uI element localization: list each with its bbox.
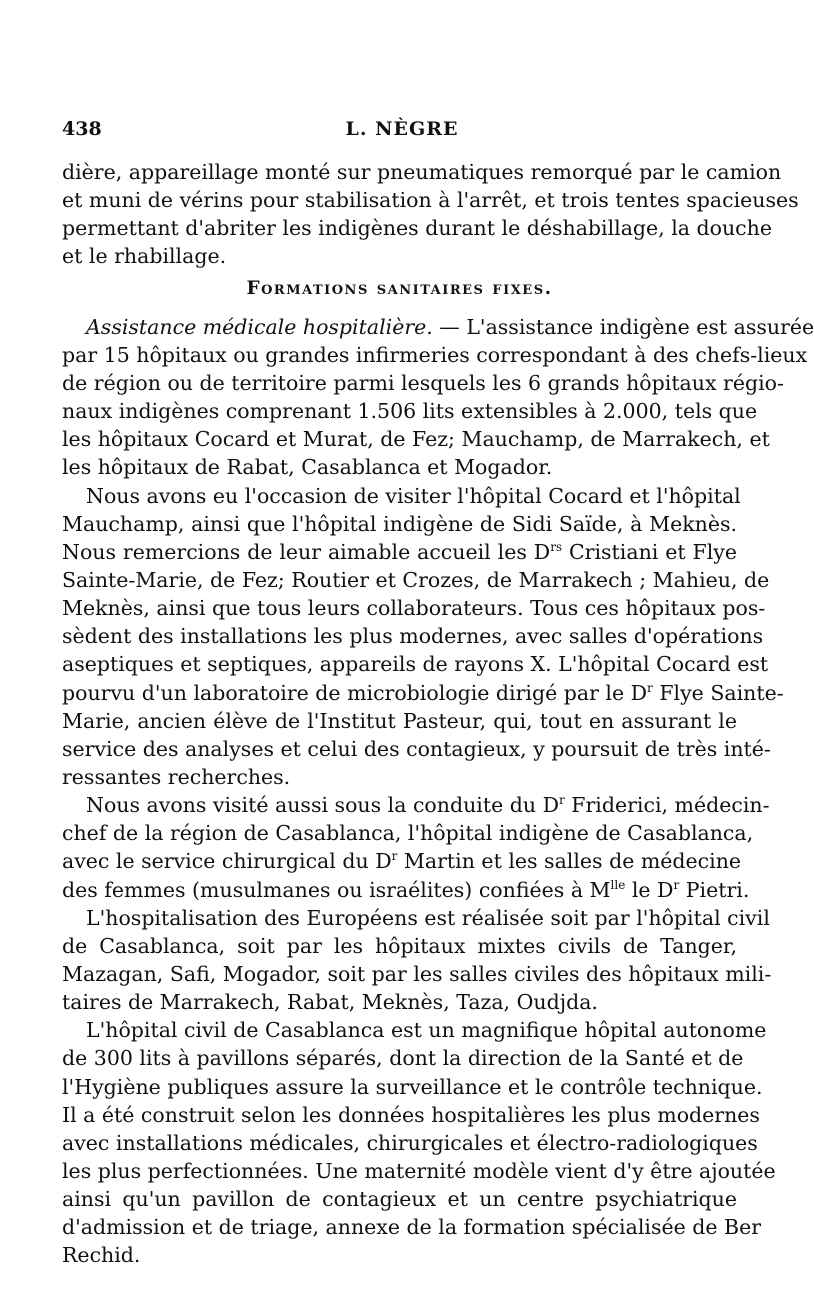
text-line: l'Hygiène publiques assure la surveillance et le contrôle technique.: [62, 1074, 763, 1099]
superscript: rs: [550, 539, 563, 554]
text-line: taires de Marrakech, Rabat, Meknès, Taza, Oudjda.: [62, 990, 598, 1015]
text-line: [62, 679, 784, 707]
text-line: avec installations médicales, chirurgicales et électro-radiologiques: [62, 1130, 758, 1155]
text-run: des femmes (musulmanes ou israélites) confiées à M: [62, 877, 611, 902]
text-line: et muni de vérins pour stabilisation à l'arrêt, et trois tentes spacieuses: [62, 188, 799, 213]
text-line: ressantes recherches.: [62, 764, 291, 789]
text-line: [62, 313, 814, 341]
text-line: Mazagan, Safi, Mogador, soit par les salles civiles des hôpitaux mili-: [62, 961, 772, 986]
text-line: aseptiques et septiques, appareils de rayons X. L'hôpital Cocard est: [62, 652, 769, 677]
text-run: Nous avons visité aussi sous la conduite du D: [86, 793, 560, 818]
section-heading: Formations sanitaires fixes.: [246, 277, 553, 299]
text-line: Meknès, ainsi que tous leurs collaborateurs. Tous ces hôpitaux pos-: [62, 596, 766, 621]
text-line: permettant d'abriter les indigènes durant le déshabillage, la douche: [62, 216, 773, 241]
text-line: chef de la région de Casablanca, l'hôpital indigène de Casablanca,: [62, 821, 754, 846]
text-line: Marie, ancien élève de l'Institut Pasteur, qui, tout en assurant le: [62, 708, 737, 733]
text-line: [62, 538, 737, 566]
text-line: de Casablanca, soit par les hôpitaux mixtes civils de Tanger,: [62, 933, 737, 958]
text-run: Pietri.: [679, 877, 750, 902]
text-run: — L'assistance indigène est assurée: [432, 314, 814, 339]
text-line: dière, appareillage monté sur pneumatiques remorqué par le camion: [62, 160, 782, 184]
text-line: Rechid.: [62, 1243, 141, 1268]
page-body: [62, 158, 814, 1269]
text-run: Cristiani et Flye: [562, 539, 737, 564]
text-line: Mauchamp, ainsi que l'hôpital indigène de Sidi Saïde, à Meknès.: [62, 511, 737, 536]
text-line: Il a été construit selon les données hospitalières les plus modernes: [62, 1102, 760, 1127]
text-line: d'admission et de triage, annexe de la formation spécialisée de Ber: [62, 1215, 762, 1240]
text-run: Flye Sainte-: [652, 680, 784, 705]
page-header: [62, 118, 742, 144]
text-run: pourvu d'un laboratoire de microbiologie dirigé par le D: [62, 680, 648, 705]
text-line: [62, 791, 770, 819]
superscript: r: [647, 680, 653, 695]
text-line: [62, 876, 750, 904]
superscript: lle: [610, 877, 626, 892]
italic-run-in-heading: Assistance médicale hospitalière.: [86, 314, 433, 339]
text-line: service des analyses et celui des contagieux, y poursuit de très inté-: [62, 736, 771, 761]
running-title: L. NÈGRE: [345, 118, 459, 140]
text-line: les hôpitaux Cocard et Murat, de Fez; Mauchamp, de Marrakech, et: [62, 427, 770, 452]
text-line: les plus perfectionnées. Une maternité modèle vient d'y être ajoutée: [62, 1158, 776, 1183]
text-run: avec le service chirurgical du D: [62, 849, 392, 874]
text-line: naux indigènes comprenant 1.506 lits extensibles à 2.000, tels que: [62, 399, 758, 424]
text-line: Sainte-Marie, de Fez; Routier et Crozes, de Marrakech ; Mahieu, de: [62, 567, 770, 592]
text-line: sèdent des installations les plus modernes, avec salles d'opérations: [62, 624, 764, 649]
text-run: le D: [625, 877, 674, 902]
text-line: les hôpitaux de Rabat, Casablanca et Mogador.: [62, 455, 553, 480]
text-line: [62, 847, 742, 875]
text-line: par 15 hôpitaux ou grandes infirmeries correspondant à des chefs-lieux: [62, 342, 808, 367]
text-run: Nous remercions de leur aimable accueil les D: [62, 539, 551, 564]
superscript: r: [559, 793, 565, 808]
text-line: et le rhabillage.: [62, 244, 227, 269]
superscript: r: [391, 849, 398, 864]
page-number: 438: [62, 118, 102, 140]
superscript: r: [673, 877, 680, 892]
text-run: Martin et les salles de médecine: [397, 849, 742, 874]
text-line: L'hospitalisation des Européens est réalisée soit par l'hôpital civil: [86, 905, 770, 930]
text-line: ainsi qu'un pavillon de contagieux et un centre psychiatrique: [62, 1187, 737, 1212]
text-line: de région ou de territoire parmi lesquels les 6 grands hôpitaux régio-: [62, 370, 784, 395]
text-line: de 300 lits à pavillons séparés, dont la direction de la Santé et de: [62, 1046, 744, 1071]
text-line: Nous avons eu l'occasion de visiter l'hôpital Cocard et l'hôpital: [86, 483, 741, 508]
text-line: L'hôpital civil de Casablanca est un magnifique hôpital autonome: [86, 1018, 767, 1043]
text-run: Friderici, médecin-: [564, 793, 770, 818]
